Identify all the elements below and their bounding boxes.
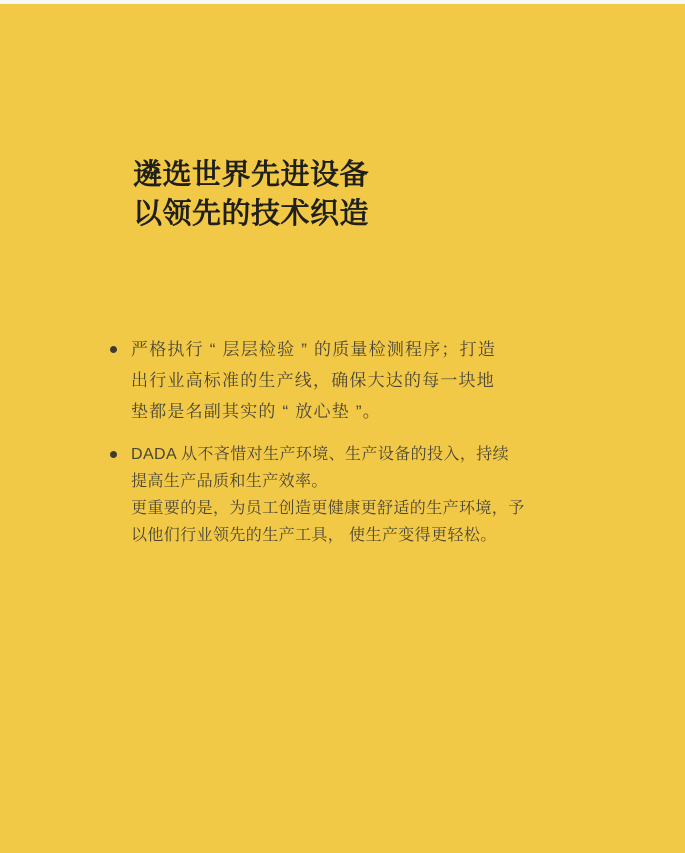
list-item-quality bbox=[110, 334, 550, 427]
text-line: 严格执行 “ 层层检验 ” 的质量检测程序；打造 bbox=[131, 340, 497, 359]
text-line: 提高生产品质和生产效率。 bbox=[131, 473, 328, 490]
text-line: 以他们行业领先的生产工具， 使生产变得更轻松。 bbox=[131, 527, 497, 544]
list-item-quality-text bbox=[131, 334, 496, 427]
top-edge-strip bbox=[0, 0, 685, 4]
bullet-marker bbox=[110, 451, 117, 458]
page-title bbox=[133, 156, 369, 234]
bullet-marker bbox=[110, 346, 117, 353]
text-line: DADA 从不吝惜对生产环境、生产设备的投入，持续 bbox=[131, 446, 510, 463]
text-line: 出行业高标准的生产线，确保大达的每一块地 bbox=[131, 371, 495, 390]
bullet-list bbox=[110, 334, 550, 549]
page-title-line-2: 以领先的技术织造 bbox=[133, 198, 370, 230]
page-title-line-1: 遴选世界先进设备 bbox=[133, 159, 370, 191]
list-item-investment bbox=[110, 441, 550, 549]
list-item-investment-text bbox=[131, 441, 525, 549]
text-line: 更重要的是，为员工创造更健康更舒适的生产环境，予 bbox=[131, 500, 525, 517]
text-line: 垫都是名副其实的 “ 放心垫 ”。 bbox=[131, 402, 381, 421]
